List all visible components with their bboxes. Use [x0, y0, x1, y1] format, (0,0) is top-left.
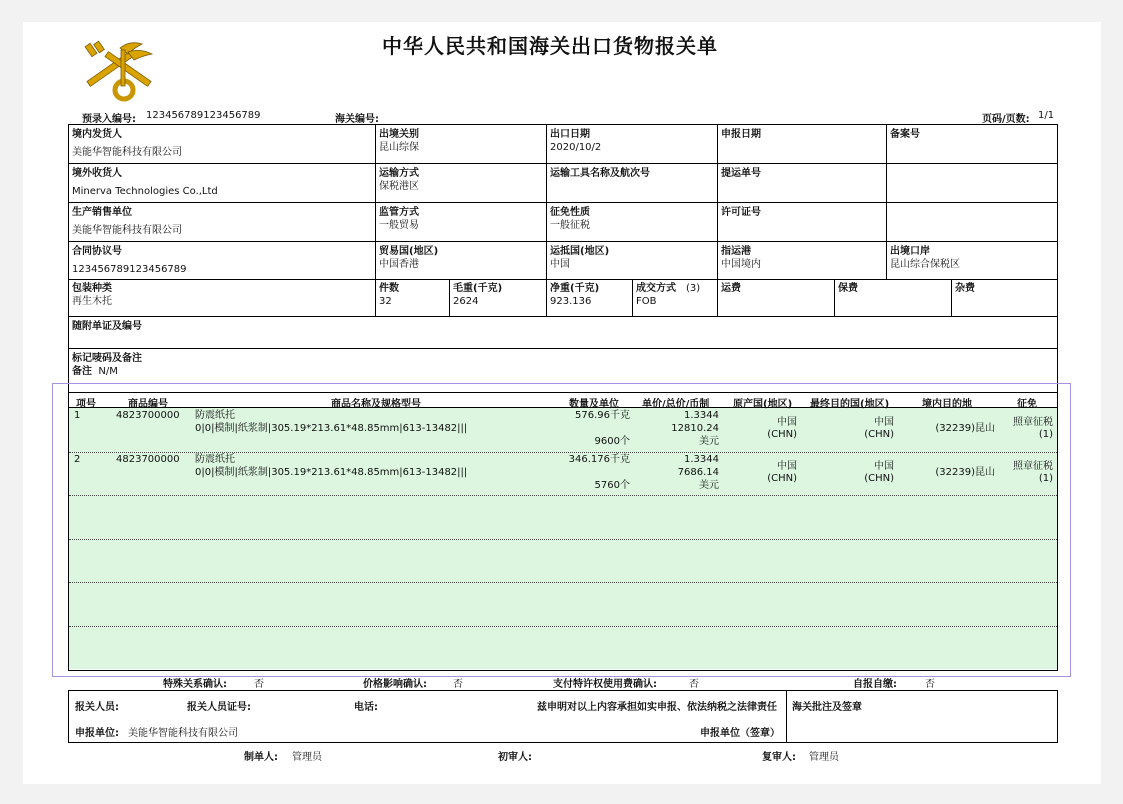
checker-label: 初审人:	[498, 752, 532, 763]
trade-country-cell: 贸易国(地区) 中国香港	[379, 246, 439, 270]
deal-mode-cell: 成交方式 (3) FOB	[636, 283, 701, 307]
exit-customs-cell: 出境关别 昆山综保	[379, 129, 419, 153]
domestic-shipper-cell: 境内发货人 美能华智能科技有限公司	[72, 129, 182, 158]
royalty-label: 支付特许权使用费确认:	[553, 679, 657, 690]
declarant-cert-label: 报关人员证号:	[187, 702, 251, 713]
attached-docs-cell: 随附单证及编号	[72, 321, 142, 332]
price-influence-label: 价格影响确认:	[363, 679, 427, 690]
phone-label: 电话:	[354, 702, 378, 713]
customs-sign-label: 海关批注及签章	[792, 702, 862, 713]
producer-cell: 生产销售单位 美能华智能科技有限公司	[72, 207, 182, 236]
bill-no-cell: 提运单号	[721, 168, 761, 179]
dest-port-cell: 指运港 中国境内	[721, 246, 761, 270]
self-pay-label: 自报自缴:	[853, 679, 897, 690]
marks-cell: 标记唛码及备注 备注 N/M	[72, 353, 142, 377]
document-title: 中华人民共和国海关出口货物报关单	[382, 34, 718, 58]
goods-header-origin: 原产国(地区)	[733, 399, 793, 410]
goods-header-tax: 征免	[1017, 399, 1037, 410]
supervision-cell: 监管方式 一般贸易	[379, 207, 419, 231]
pieces-cell: 件数 32	[379, 283, 399, 307]
goods-header-code: 商品编号	[128, 399, 168, 410]
statement: 兹申明对以上内容承担如实申报、依法纳税之法律责任	[537, 702, 777, 713]
selection-highlight	[52, 383, 1071, 677]
transport-name-cell: 运输工具名称及航次号	[550, 168, 650, 179]
goods-header-name: 商品名称及规格型号	[331, 399, 421, 410]
special-relation-label: 特殊关系确认:	[163, 679, 227, 690]
declare-date-cell: 申报日期	[721, 129, 761, 140]
self-pay-value: 否	[925, 679, 935, 690]
goods-header-qty: 数量及单位	[569, 399, 619, 410]
insurance-cell: 保费	[838, 283, 858, 294]
unit-seal-label: 申报单位（签章）	[700, 728, 780, 739]
royalty-value: 否	[689, 679, 699, 690]
maker-label: 制单人:	[244, 752, 278, 763]
contract-no-cell: 合同协议号 123456789123456789	[72, 246, 187, 275]
export-date-cell: 出口日期 2020/10/2	[550, 129, 602, 153]
special-relation-value: 否	[254, 679, 264, 690]
maker-value: 管理员	[292, 752, 322, 763]
net-weight-cell: 净重(千克) 923.136	[550, 283, 600, 307]
page-label: 页码/页数:	[982, 114, 1030, 125]
transport-mode-cell: 运输方式 保税港区	[379, 168, 419, 192]
misc-cell: 杂费	[955, 283, 975, 294]
gross-weight-cell: 毛重(千克) 2624	[453, 283, 503, 307]
goods-header-domestic-dest: 境内目的地	[922, 399, 972, 410]
price-influence-value: 否	[453, 679, 463, 690]
goods-header-final-dest: 最终目的国(地区)	[810, 399, 890, 410]
record-no-cell: 备案号	[890, 129, 920, 140]
reviewer-value: 管理员	[809, 752, 839, 763]
goods-header-item-no: 项号	[76, 399, 96, 410]
customs-no-label: 海关编号:	[335, 114, 379, 125]
pre-entry-label: 预录入编号:	[82, 114, 136, 125]
overseas-consignee-cell: 境外收货人 Minerva Technologies Co.,Ltd	[72, 168, 218, 197]
page-value: 1/1	[1038, 110, 1055, 121]
package-type-cell: 包装种类 再生木托	[72, 283, 112, 307]
license-no-cell: 许可证号	[721, 207, 761, 218]
dest-country-cell: 运抵国(地区) 中国	[550, 246, 610, 270]
goods-header-price: 单价/总价/币制	[642, 399, 710, 410]
exit-port-cell: 出境口岸 昆山综合保税区	[890, 246, 960, 270]
unit-value: 美能华智能科技有限公司	[128, 728, 238, 739]
reviewer-label: 复审人:	[762, 752, 796, 763]
pre-entry-value: 123456789123456789	[146, 110, 261, 121]
freight-cell: 运费	[721, 283, 741, 294]
unit-label: 申报单位:	[75, 728, 119, 739]
declarant-label: 报关人员:	[75, 702, 119, 713]
tax-nature-cell: 征免性质 一般征税	[550, 207, 590, 231]
